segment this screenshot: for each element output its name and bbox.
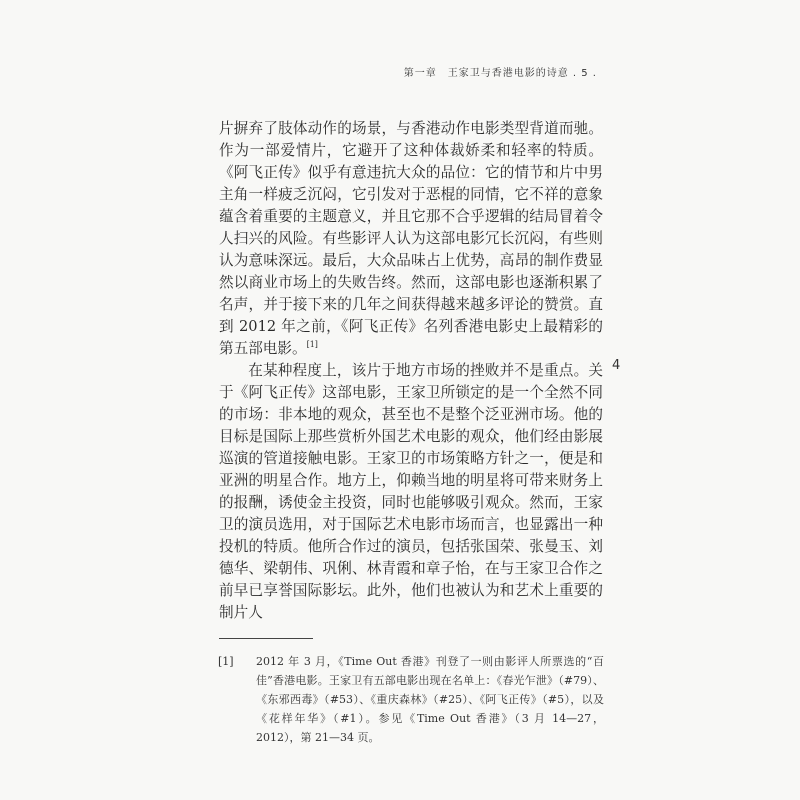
footnote-divider	[219, 638, 313, 639]
paragraph-1	[219, 118, 603, 360]
running-head: 第一章 王家卫与香港电影的诗意 . 5 .	[403, 68, 597, 79]
footnote-mark: [1]	[218, 655, 234, 668]
paragraph-1-text: 片摒弃了肢体动作的场景，与香港动作电影类型背道而驰。作为一部爱情片，它避开了这种体裁娇柔和轻率的特质。《阿飞正传》似乎有意违抗大众的品位：它的情节和片中男主角一样疲乏沉闷，它引发对于恶棍的同情，它不祥的意象蕴含着重要的主题意义，并且它那不合乎逻辑的结局冒着令人扫兴的风险。有些影评人认为这部电影冗长沉闷，有些则认为意味深远。最后，大众品味占上优势，高昂的制作费显然以商业市场上的失败告终。然而，这部电影也逐渐积累了名声，并于接下来的几年之间获得越来越多评论的赞赏。直到 2012 年之前，《阿飞正传》名列香港电影史上最精彩的第五部电影。	[219, 120, 603, 357]
paragraph-2: 在某种程度上，该片于地方市场的挫败并不是重点。关于《阿飞正传》这部电影，王家卫所锁定的是一个全然不同的市场：非本地的观众，甚至也不是整个泛亚洲市场。他的目标是国际上那些赏析外国艺术电影的观众，他们经由影展巡演的管道接触电影。王家卫的市场策略方针之一，便是和亚洲的明星合作。地方上，仰赖当地的明星将可带来财务上的报酬，诱使金主投资，同时也能够吸引观众。然而，王家卫的演员选用，对于国际艺术电影市场而言，也显露出一种投机的特质。他所合作过的演员，包括张国荣、张曼玉、刘德华、梁朝伟、巩俐、林青霞和章子怡，在与王家卫合作之前早已享誉国际影坛。此外，他们也被认为和艺术上重要的制片人	[219, 362, 603, 621]
footnote-text: 2012 年 3 月，《Time Out 香港》刊登了一则由影评人所票选的“百佳”香港电影。王家卫有五部电影出现在名单上：《春光乍泄》（#79）、《东邪西毒》（#53）、《重庆森林》（#25）、《阿飞正传》（#5），以及《花样年华》（#1）。参见《Time Out 香港》（3 月 14—27，2012），第 21—34 页。	[256, 655, 604, 744]
footnote	[218, 652, 604, 747]
body-text	[219, 118, 603, 624]
margin-page-number: 4	[612, 358, 621, 373]
footnote-reference: [1]	[306, 340, 318, 350]
